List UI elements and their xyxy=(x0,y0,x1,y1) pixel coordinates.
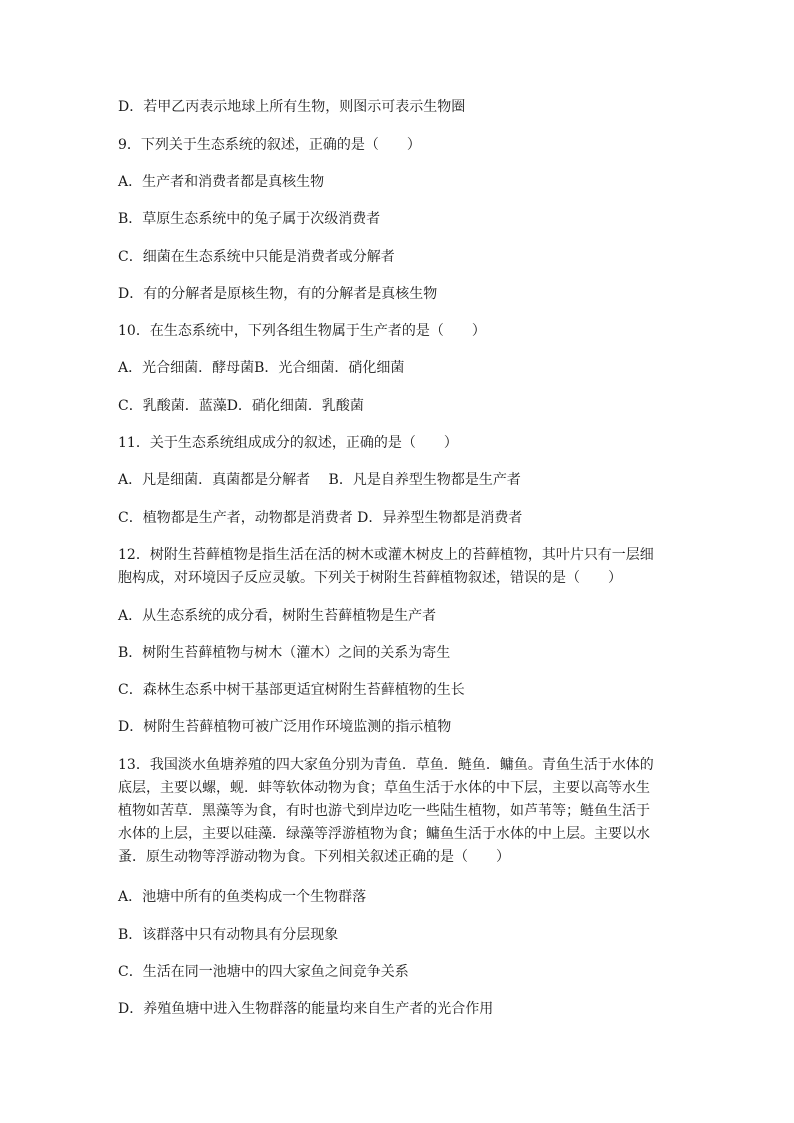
q13-option-a: A．池塘中所有的鱼类构成一个生物群落 xyxy=(118,889,367,905)
q13-option-d: D．养殖鱼塘中进入生物群落的能量均来自生产者的光合作用 xyxy=(118,1001,494,1017)
q13-stem-line2: 底层，主要以螺，蚬．蚌等软体动物为食；草鱼生活于水体的中下层，主要以高等水生 xyxy=(118,780,650,796)
q10-options-cd: C．乳酸菌．蓝藻D．硝化细菌．乳酸菌 xyxy=(118,398,364,414)
q8-option-d: D．若甲乙丙表示地球上所有生物，则图示可表示生物圈 xyxy=(118,99,466,115)
q12-stem-line2: 胞构成，对环境因子反应灵敏。下列关于树附生苔藓植物叙述，错误的是（ ） xyxy=(118,570,622,586)
q10-options-ab: A．光合细菌．酵母菌B．光合细菌．硝化细菌 xyxy=(118,360,405,376)
q11-stem: 11．关于生态系统组成成分的叙述，正确的是（ ） xyxy=(118,435,458,451)
q11-options-cd: C．植物都是生产者，动物都是消费者 D．异养型生物都是消费者 xyxy=(118,510,523,526)
q9-option-c: C．细菌在生态系统中只能是消费者或分解者 xyxy=(118,249,395,265)
q12-option-c: C．森林生态系中树干基部更适宜树附生苔藓植物的生长 xyxy=(118,682,465,698)
q12-stem-line1: 12．树附生苔藓植物是指生活在活的树木或灌木树皮上的苔藓植物，其叶片只有一层细 xyxy=(118,547,654,563)
q10-stem: 10．在生态系统中，下列各组生物属于生产者的是（ ） xyxy=(118,323,486,339)
q9-stem: 9．下列关于生态系统的叙述，正确的是（ ） xyxy=(118,137,421,153)
q12-option-d: D．树附生苔藓植物可被广泛用作环境监测的指示植物 xyxy=(118,719,452,735)
q13-stem-line5: 蚤．原生动物等浮游动物为食。下列相关叙述正确的是（ ） xyxy=(118,849,510,865)
q12-option-a: A．从生态系统的成分看，树附生苔藓植物是生产者 xyxy=(118,608,437,624)
q12-option-b: B．树附生苔藓植物与树木（灌木）之间的关系为寄生 xyxy=(118,645,451,661)
q9-option-b: B．草原生态系统中的兔子属于次级消费者 xyxy=(118,211,381,227)
q9-option-a: A．生产者和消费者都是真核生物 xyxy=(118,174,325,190)
q13-stem-line4: 水体的上层，主要以硅藻．绿藻等浮游植物为食；鳙鱼生活于水体的中上层。主要以水 xyxy=(118,826,650,842)
q13-stem-line1: 13．我国淡水鱼塘养殖的四大家鱼分别为青鱼．草鱼．鲢鱼．鳙鱼。青鱼生活于水体的 xyxy=(118,757,654,773)
q11-options-ab: A．凡是细菌．真菌都是分解者 B．凡是自养型生物都是生产者 xyxy=(118,472,521,488)
q9-option-d: D．有的分解者是原核生物，有的分解者是真核生物 xyxy=(118,286,438,302)
q13-option-c: C．生活在同一池塘中的四大家鱼之间竞争关系 xyxy=(118,964,409,980)
q13-stem-line3: 植物如苦草．黑藻等为食，有时也游弋到岸边吃一些陆生植物，如芦苇等；鲢鱼生活于 xyxy=(118,803,650,819)
q13-option-b: B．该群落中只有动物具有分层现象 xyxy=(118,927,339,943)
